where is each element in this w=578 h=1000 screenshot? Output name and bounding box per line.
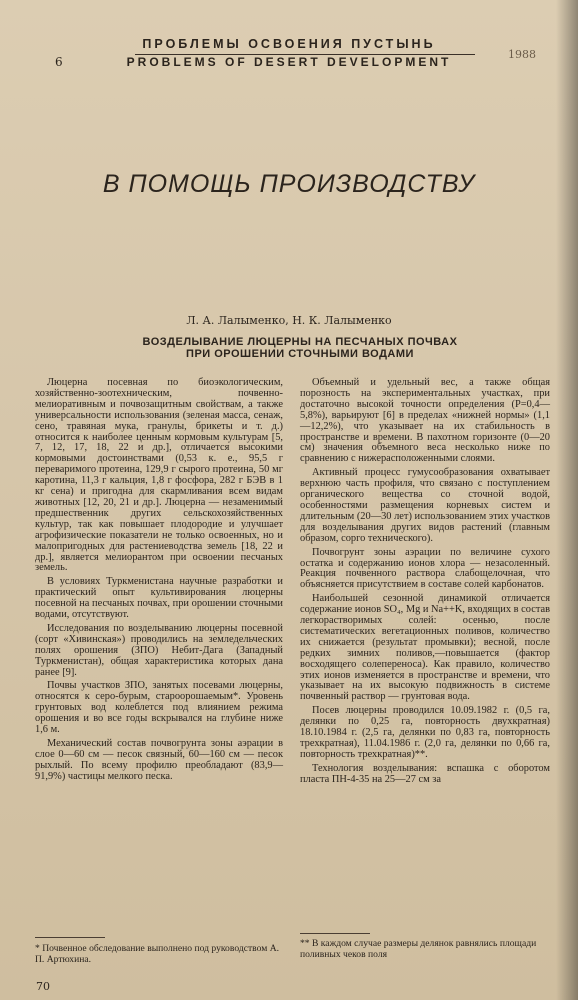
journal-year: 1988	[508, 48, 536, 61]
footnote-right: ** В каждом случае размеры делянок равнялись площади поливных чеков поля	[300, 938, 537, 960]
footnote-rule-right	[300, 933, 370, 934]
footnote-left: * Почвенное обследование выполнено под руководством А. П. Артюхина.	[35, 943, 280, 965]
footnote-rule-left	[35, 937, 105, 938]
paragraph: Посев люцерны проводился 10.09.1982 г. (0,5 га, делянки по 0,25 га, повторность двухкратная) 18.10.1984 г. (2,5 га, делянки по 0,83 га, повторность трехкратная), 11.04.1986 г. (2,0 га, делянки по 0,66 га, повторность трехкратная)**.	[300, 705, 550, 760]
paragraph: Механический состав почвогрунта зоны аэрации в слое 0—60 см — песок связный, 60—160 см — песок рыхлый. По всему профилю преобладают (83,9—91,9%) частицы мелкого песка.	[35, 738, 283, 782]
section-title: В ПОМОЩЬ ПРОИЗВОДСТВУ	[102, 170, 476, 198]
paragraph: Объемный и удельный вес, а также общая порозность на экспериментальных участках, при достаточно высокой точности определения (Р=0,4—5,8%), варьируют [6] в пределах «нижней нормы» (1,1—12,2%), что указывает на их стабильность в пространстве и времени. В пахотном горизонте (0—20 см) значения объемного веса несколько ниже по сравнению с нижерасположенными слоями.	[300, 377, 550, 465]
issue-number: 6	[55, 55, 63, 69]
page-number: 70	[36, 980, 50, 993]
paragraph: Исследования по возделыванию люцерны посевной (сорт «Хивинская») проводились на земледельческих полях орошения (ЗПО) Небит-Дага (Западный Туркменистан), общая характеристика которых дана ранее [9].	[35, 622, 283, 678]
paragraph: Технология возделывания: вспашка с оборотом пласта ПН-4-35 на 25—27 см за	[300, 762, 550, 785]
left-column	[35, 378, 283, 786]
article-title-line: ВОЗДЕЛЫВАНИЕ ЛЮЦЕРНЫ НА ПЕСЧАНЫХ ПОЧВАХ	[142, 336, 458, 348]
paragraph: Почвогрунт зоны аэрации по величине сухого остатка и содержанию ионов хлора — незасоленный. Реакция почвенного раствора слабощелочная, что объясняется присутствием в составе солей карбонатов.	[300, 546, 550, 591]
paragraph: Люцерна посевная по биоэкологическим, хозяйственно-зоотехническим, почвенно-мелиоративным и почвозащитным свойствам, а также универсальности использования (зеленая масса, сенаж, сено, травяная мука, гранулы, брикеты и т. д.) относится к наиболее ценным кормовым культурам [5, 7, 12, 17, 18, 22 и др.], отличается высокими кормовыми достоинствами (0,53 к. е., 95,5 г переваримого протеина, 129,9 г сырого протеина, 50 мг каротина, 11,3 г кальция, 1,8 г фосфора, 282 г БЭВ в 1 кг сена) и пригодна для скармливания всем видам животных [12, 20, 21 и др.]. Люцерна — незаменимый предшественник других сельскохозяйственных культур, так как повышает плодородие и улучшает агрофизические показатели не только освоенных, но и малопригодных для растениеводства земель [18, 22 и др.], является мелиорантом при освоении песчаных земель.	[35, 377, 283, 574]
paragraph: В условиях Туркменистана научные разработки и практический опыт культивирования люцерны посевной на песчаных почвах, при орошении сточными водами, отсутствуют.	[35, 576, 283, 621]
right-column	[300, 378, 550, 789]
article-title	[90, 336, 510, 360]
journal-title-ru: ПРОБЛЕМЫ ОСВОЕНИЯ ПУСТЫНЬ	[142, 37, 436, 51]
paragraph: Наибольшей сезонной динамикой отличается содержание ионов SO₄, Mg и Na++K, входящих в состав легкорастворимых солей: осенью, после систематических вегетационных поливов, количество их снижается (результат промывки); весной, после редких зимних поливов,—повышается (фактор восходящего солепереноса). Как правило, количество этих ионов изменяется в пространстве и времени, что указывает на их высокую подвижность в системе почвенный раствор — грунтовая вода.	[300, 593, 550, 703]
paragraph: Активный процесс гумусообразования охватывает верхнюю часть профиля, что связано с поступлением органического вещества со сточной водой, особенностями размещения корневых систем и длительным (20—30 лет) использованием этих участков для возделывания других видов растений (главным образом, сорго технического).	[300, 467, 550, 544]
paragraph: Почвы участков ЗПО, занятых посевами люцерны, относятся к серо-бурым, староорошаемым*. Уровень грунтовых вод колеблется под влиянием режима орошения и во все годы вскрывался на глубине ниже 1,6 м.	[35, 680, 283, 736]
article-title-line: ПРИ ОРОШЕНИИ СТОЧНЫМИ ВОДАМИ	[186, 348, 414, 360]
journal-title-en: PROBLEMS OF DESERT DEVELOPMENT	[126, 55, 452, 69]
article-authors: Л. А. Лалыменко, Н. К. Лалыменко	[186, 314, 392, 327]
